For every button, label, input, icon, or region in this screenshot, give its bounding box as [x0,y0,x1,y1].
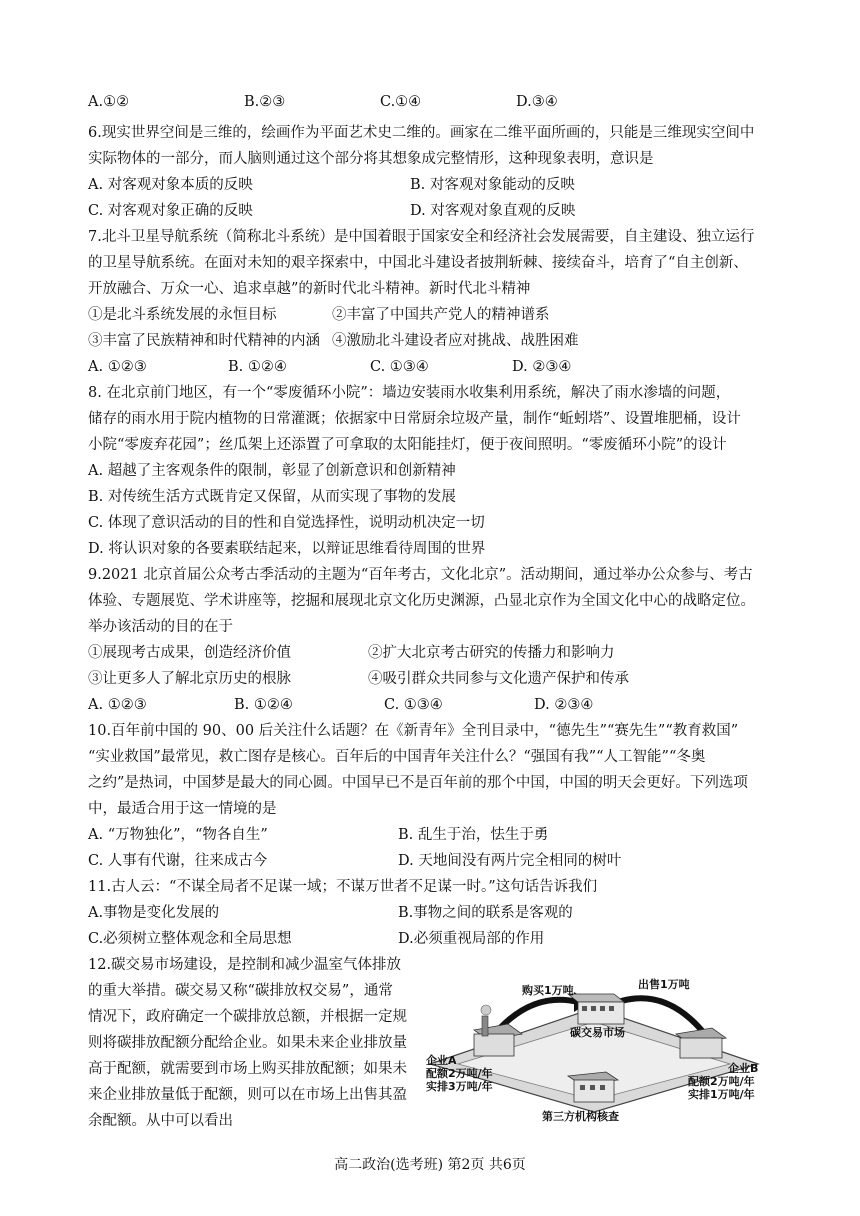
q10-option-a: A. “万物独化”，“物各自生” [88,827,268,843]
market-label: 碳交易市场 [570,1026,625,1039]
q6-option-b: B. 对客观对象能动的反映 [410,177,575,193]
q7-option-b: B. ①②④ [228,359,287,375]
q12-stem-line: 来企业排放量低于配额，则可以在市场上出售其盈 [88,1087,407,1103]
q5-option-a: A.①② [88,94,130,110]
q7-item-2: ②丰富了中国共产党人的精神谱系 [332,307,550,323]
q12-stem-line: 余配额。从中可以看出 [88,1113,233,1129]
q9-option-b: B. ①②④ [234,697,293,713]
q10-stem-line: 之约”是热词，中国梦是最大的同心圆。中国早已不是百年前的那个中国，中国的明天会更好。下列选项 [88,775,748,791]
q7-option-c: C. ①③④ [370,359,429,375]
q10-option-c: C. 人事有代谢，往来成古今 [88,853,268,869]
q6-option-d: D. 对客观对象直观的反映 [410,203,576,219]
q5-option-c: C.①④ [380,94,422,110]
q12-stem-line: 情况下，政府确定一个碳排放总额，并根据一定规 [88,1009,407,1025]
company-b-name: 企业B [728,1062,759,1075]
q9-stem-line: 9.2021 北京首届公众考古季活动的主题为“百年考古，文化北京”。活动期间，通过举办公众参与、考古 [88,567,753,583]
verifier-label: 第三方机构核查 [542,1110,619,1123]
carbon-trading-diagram [418,972,770,1124]
q8-stem-line: 8. 在北京前门地区，有一个“零废循环小院”：墙边安装雨水收集利用系统，解决了雨水渗墙的问题， [88,385,731,401]
q7-stem-line: 7.北斗卫星导航系统（简称北斗系统）是中国着眼于国家安全和经济社会发展需要，自主建设、独立运行 [88,229,755,245]
factory-b [676,1028,726,1058]
company-a-name: 企业A [426,1054,457,1067]
q10-stem-line: “实业救国”最常见，救亡图存是核心。百年后的中国青年关注什么？“强国有我”“人工智能”“冬奥 [88,749,706,765]
q11-stem-line: 11.古人云：“不谋全局者不足谋一域；不谋万世者不足谋一时。”这句话告诉我们 [88,879,598,895]
q6-stem-line: 实际物体的一部分，而人脑则通过这个部分将其想象成完整情形，这种现象表明，意识是 [88,151,654,167]
q11-option-d: D.必须重视局部的作用 [398,931,545,947]
q7-item-4: ④激励北斗建设者应对挑战、战胜困难 [332,333,579,349]
q7-option-a: A. ①②③ [88,359,147,375]
q11-option-b: B.事物之间的联系是客观的 [398,905,573,921]
q9-item-3: ③让更多人了解北京历史的根脉 [88,671,291,687]
q9-stem-line: 体验、专题展览、学术讲座等，挖掘和展现北京文化历史渊源，凸显北京作为全国文化中心的战略定位。 [88,593,755,609]
q9-option-d: D. ②③④ [534,697,594,713]
q10-option-d: D. 天地间没有两片完全相同的树叶 [398,853,622,869]
company-a-quota: 配额2万吨/年 [426,1067,493,1080]
sell-label: 出售1万吨 [638,978,690,991]
q9-item-1: ①展现考古成果，创造经济价值 [88,645,291,661]
q8-stem-line: 小院“零废弃花园”；丝瓜架上还添置了可拿取的太阳能挂灯，便于夜间照明。“零废循环小院”的设计 [88,437,727,453]
q12-stem-line: 的重大举措。碳交易又称“碳排放权交易”，通常 [88,983,393,999]
q12-stem-line: 则将碳排放配额分配给企业。如果未来企业排放量 [88,1035,407,1051]
q7-stem-line: 的卫星导航系统。在面对未知的艰辛探索中，中国北斗建设者披荆斩棘、接续奋斗，培育了“自主创新、 [88,255,748,271]
q9-item-2: ②扩大北京考古研究的传播力和影响力 [368,645,615,661]
q9-item-4: ④吸引群众共同参与文化遗产保护和传承 [368,671,629,687]
company-b-actual: 实排1万吨/年 [688,1088,755,1101]
q6-stem-line: 6.现实世界空间是三维的，绘画作为平面艺术史二维的。画家在二维平面所画的，只能是三维现实空间中 [88,125,755,141]
q8-stem-line: 储存的雨水用于院内植物的日常灌溉；依据家中日常厨余垃圾产量，制作“蚯蚓塔”、设置堆肥桶，设计 [88,411,741,427]
q9-option-c: C. ①③④ [384,697,443,713]
page-footer: 高二政治(选考班) 第2页 共6页 [334,1157,526,1173]
q10-option-b: B. 乱生于治，怯生于勇 [398,827,549,843]
q8-option-c: C. 体现了意识活动的目的性和自觉选择性，说明动机决定一切 [88,515,485,531]
q9-option-a: A. ①②③ [88,697,147,713]
q10-stem-line: 中，最适合用于这一情境的是 [88,801,277,817]
q7-option-d: D. ②③④ [512,359,572,375]
q7-item-3: ③丰富了民族精神和时代精神的内涵 [88,333,320,349]
q10-stem-line: 10.百年前中国的 90、00 后关注什么话题？在《新青年》全刊目录中，“德先生”“赛先生”“教育救国” [88,723,739,739]
q8-option-a: A. 超越了主客观条件的限制，彰显了创新意识和创新精神 [88,463,456,479]
q12-stem-line: 12.碳交易市场建设，是控制和减少温室气体排放 [88,957,402,973]
q11-option-c: C.必须树立整体观念和全局思想 [88,931,292,947]
q8-option-d: D. 将认识对象的各要素联结起来，以辩证思维看待周围的世界 [88,541,486,557]
q12-stem-line: 高于配额，就需要到市场上购买排放配额；如果未 [88,1061,407,1077]
company-a-actual: 实排3万吨/年 [426,1080,493,1093]
buy-label: 购买1万吨 [522,984,574,997]
verifier-building [568,1072,618,1102]
q6-option-a: A. 对客观对象本质的反映 [88,177,253,193]
q5-option-b: B.②③ [244,94,286,110]
q8-option-b: B. 对传统生活方式既肯定又保留，从而实现了事物的发展 [88,489,456,505]
q9-stem-line: 举办该活动的目的在于 [88,619,233,635]
q7-stem-line: 开放融合、万众一心、追求卓越”的新时代北斗精神。新时代北斗精神 [88,281,531,297]
q6-option-c: C. 对客观对象正确的反映 [88,203,253,219]
company-b-quota: 配额2万吨/年 [688,1075,755,1088]
q5-option-d: D.③④ [516,94,558,110]
q7-item-1: ①是北斗系统发展的永恒目标 [88,307,277,323]
q11-option-a: A.事物是变化发展的 [88,905,220,921]
